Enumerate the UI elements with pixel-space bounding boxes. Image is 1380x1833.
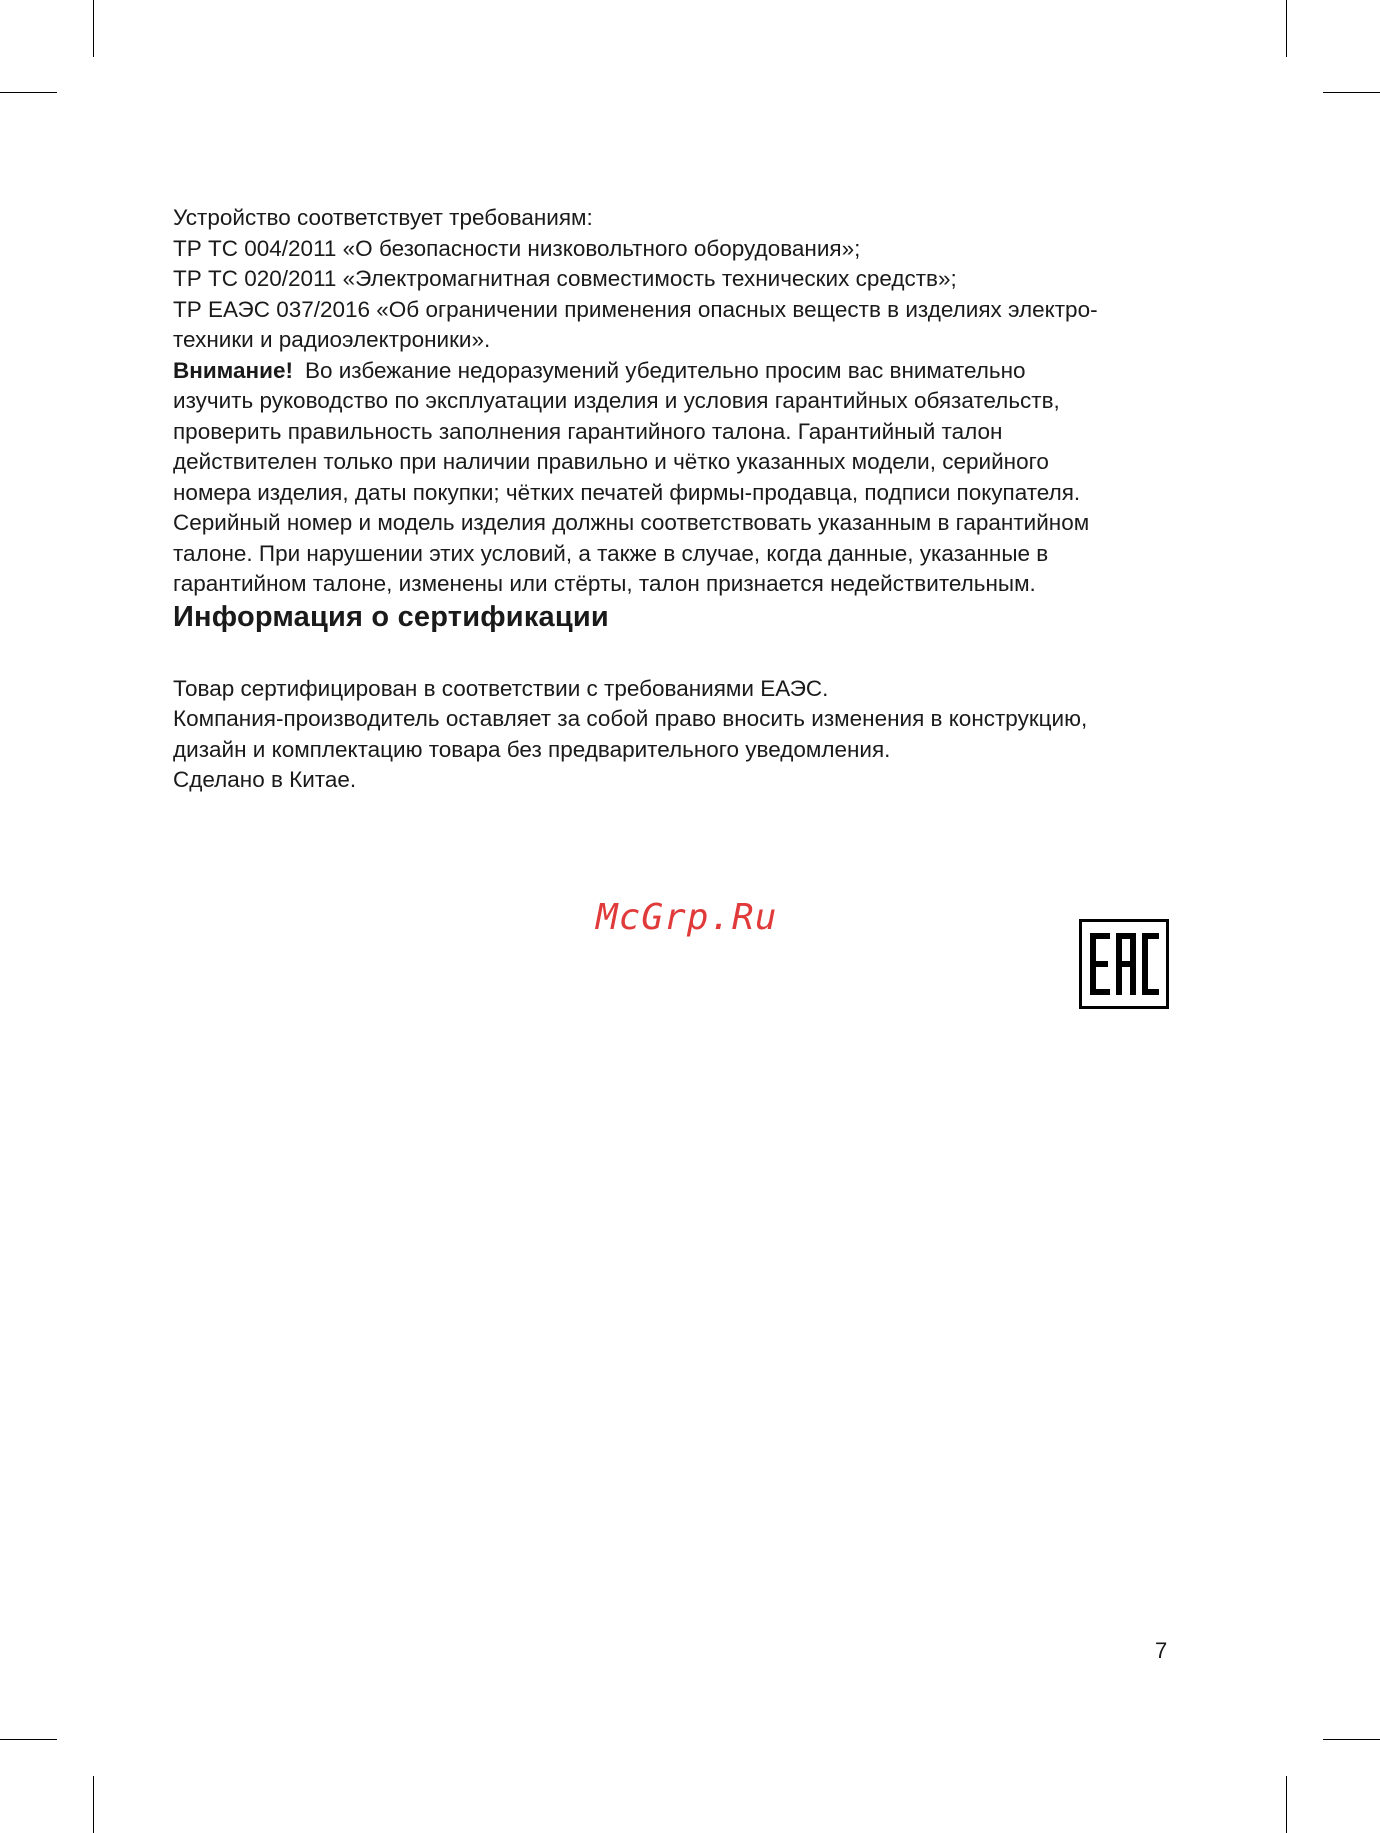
company-notice [173,704,1173,765]
watermark: McGrp.Ru [596,897,778,938]
certified-text [173,674,1173,705]
warning-line: талоне. При нарушении этих условий, а также в случае, когда данные, указанные в [173,540,1049,566]
warning-line: Серийный номер и модель изделия должны соответствовать указанным в гарантийном [173,510,1090,535]
page-number: 7 [1155,1638,1168,1663]
warning-label: Внимание! [173,357,293,383]
crop-mark-bottom-left-vertical [93,1776,94,1833]
eac-certification-mark [1079,919,1169,1009]
warning-line: действителен только при наличии правильно и чётко указанных модели, серийного [173,449,1049,474]
made-in-line: Сделано в Китае. [173,767,357,792]
company-line: Компания-производитель оставляет за собой право вносить изменения в конструкцию, [173,706,1088,731]
section-heading: Информация о сертификации [173,600,609,633]
made-in-text [173,765,1173,796]
warning-line: Во избежание недоразумений убедительно просим вас внимательно [304,357,1026,383]
requirements-line: Устройство соответствует требованиям: [173,205,593,230]
page-content [173,203,1173,796]
requirements-line: ТР ТС 020/2011 «Электромагнитная совместимость технических средств»; [173,266,957,291]
crop-mark-top-right-vertical [1286,0,1287,57]
warning-line: проверить правильность заполнения гарантийного талона. Гарантийный талон [173,418,1003,444]
requirements-line: ТР ЕАЭС 037/2016 «Об ограничении применения опасных веществ в изделиях электро- [173,296,1098,322]
requirements-block [173,203,1173,356]
crop-mark-top-left-vertical [93,0,94,57]
requirements-line: ТР ТС 004/2011 «О безопасности низковольтного оборудования»; [173,235,861,261]
crop-mark-bottom-right-vertical [1286,1776,1287,1833]
warning-line: гарантийном талоне, изменены или стёрты, талон признается недействительным. [173,571,1036,596]
crop-mark-top-left-horizontal [0,92,57,93]
warning-block [173,356,1173,600]
warning-line: номера изделия, даты покупки; чётких печатей фирмы-продавца, подписи покупателя. [173,479,1081,505]
crop-mark-bottom-left-horizontal [0,1739,57,1740]
warning-line: изучить руководство по эксплуатации изделия и условия гарантийных обязательств, [173,388,1060,413]
warning-first-line [173,356,1173,387]
company-line: дизайн и комплектацию товара без предварительного уведомления. [173,736,891,762]
crop-mark-bottom-right-horizontal [1323,1739,1380,1740]
certified-line: Товар сертифицирован в соответствии с требованиями ЕАЭС. [173,675,829,701]
crop-mark-top-right-horizontal [1323,92,1380,93]
requirements-line: техники и радиоэлектроники». [173,327,491,352]
